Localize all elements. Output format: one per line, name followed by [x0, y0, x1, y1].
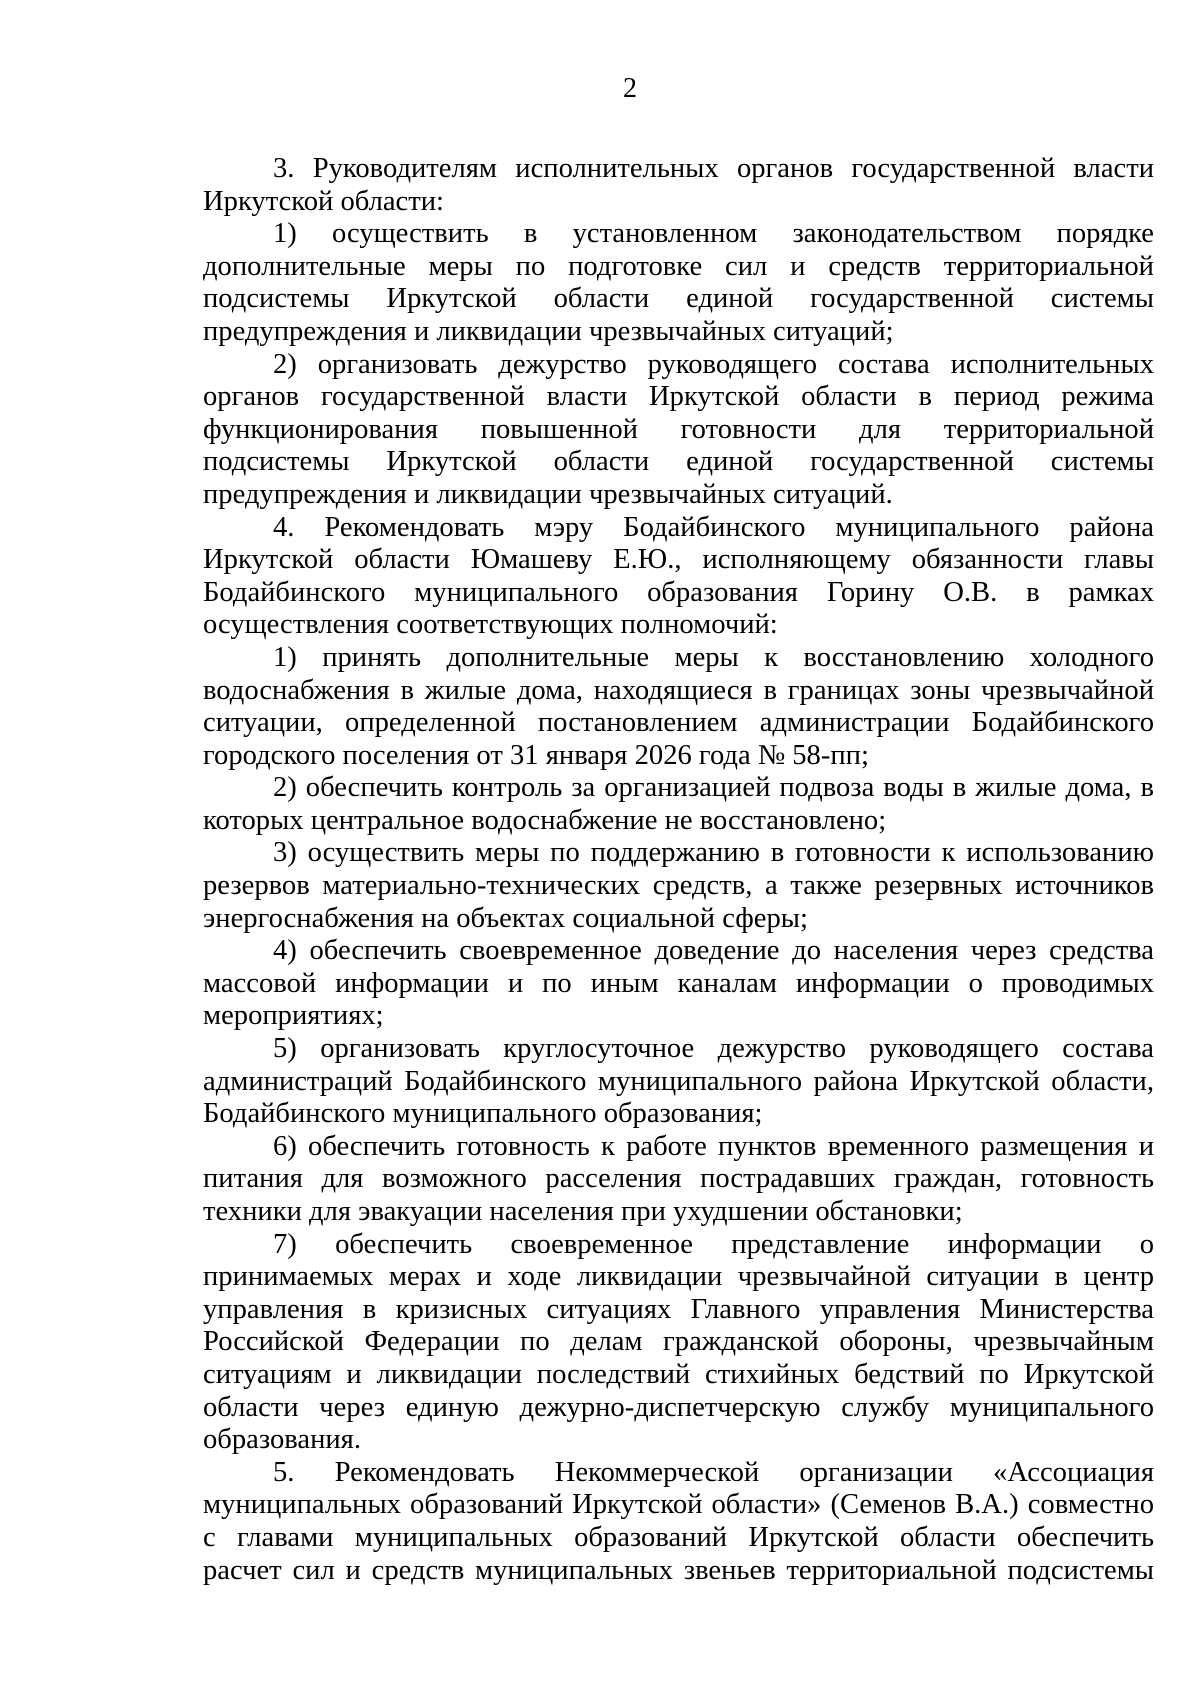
paragraph-item-3-2: 2) организовать дежурство руководящего состава исполнительных органов государственной власти Иркутской области в период режима функционирования повышенной готовности для территориальной подсистемы Иркутской области единой государственной системы предупреждения и ликвидации чрезвычайных ситуаций. — [203, 348, 1154, 510]
paragraph-item-3-1: 1) осуществить в установленном законодательством порядке дополнительные меры по подготовке сил и средств территориальной подсистемы Иркутской области единой государственной системы предупреждения и ликвидации чрезвычайных ситуаций; — [203, 218, 1154, 347]
paragraph-item-4-4: 4) обеспечить своевременное доведение до населения через средства массовой информации и по иным каналам информации о проводимых мероприятиях; — [203, 935, 1154, 1032]
paragraph-item-4-5: 5) организовать круглосуточное дежурство руководящего состава администраций Бодайбинского муниципального района Иркутской области, Бодайбинского муниципального образования; — [203, 1033, 1154, 1130]
paragraph-item-4-1: 1) принять дополнительные меры к восстановлению холодного водоснабжения в жилые дома, находящиеся в границах зоны чрезвычайной ситуации, определенной постановлением администрации Бодайбинского городского поселения от 31 января 2026 года № 58-пп; — [203, 641, 1154, 771]
page-number: 2 — [623, 73, 637, 104]
paragraph-item-5: 5. Рекомендовать Некоммерческой организации «Ассоциация муниципальных образований Иркутской области» (Семенов В.А.) совместно с главами муниципальных образований Иркутской области обеспечить расчет сил и средств муниципальных звеньев территориальной подсистемы — [203, 1456, 1154, 1586]
paragraph-item-4: 4. Рекомендовать мэру Бодайбинского муниципального района Иркутской области Юмашеву Е.Ю., исполняющему обязанности главы Бодайбинского муниципального образования Горину О.В. в рамках осуществления соответствующих полномочий: — [203, 511, 1154, 641]
paragraph-item-4-7: 7) обеспечить своевременное представление информации о принимаемых мерах и ходе ликвидации чрезвычайной ситуации в центр управления в кризисных ситуациях Главного управления Министерства Российской Федерации по делам гражданской обороны, чрезвычайным ситуациям и ликвидации последствий стихийных бедствий по Иркутской области через единую дежурно-диспетчерскую службу муниципального образования. — [203, 1228, 1154, 1456]
paragraph-item-3: 3. Руководителям исполнительных органов государственной власти Иркутской области: — [203, 153, 1154, 217]
paragraph-item-4-2: 2) обеспечить контроль за организацией подвоза воды в жилые дома, в которых центральное водоснабжение не восстановлено; — [203, 772, 1154, 836]
paragraph-item-4-3: 3) осуществить меры по поддержанию в готовности к использованию резервов материально-технических средств, а также резервных источников энергоснабжения на объектах социальной сферы; — [203, 837, 1154, 934]
document-body — [203, 153, 1154, 1587]
paragraph-item-4-6: 6) обеспечить готовность к работе пунктов временного размещения и питания для возможного расселения пострадавших граждан, готовность техники для эвакуации населения при ухудшении обстановки; — [203, 1130, 1154, 1227]
